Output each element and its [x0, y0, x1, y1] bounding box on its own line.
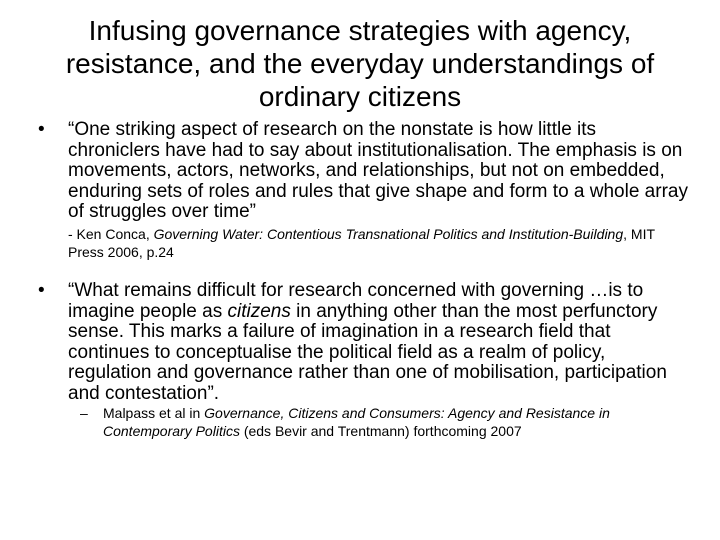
citation-suffix: , MIT Press 2006, p.24: [68, 226, 655, 260]
bullet-marker: •: [38, 119, 45, 140]
title-line-2: resistance, and the everyday understandings of: [65, 48, 655, 79]
quote-text: “One striking aspect of research on the nonstate is how little its chroniclers have had to say about institutionalisation. The emphasis is on movements, actors, networks, and relationships, but not on embedded, enduring sets of roles and rules that give shape and form to a whole array of struggles over time”: [68, 119, 688, 222]
title-line-3: ordinary citizens: [258, 81, 462, 112]
citation-conca: [68, 226, 688, 261]
title-line-1: Infusing governance strategies with agency,: [88, 15, 632, 46]
quote-text-part-2: in anything other than the most perfunctory sense. This marks a failure of imagination in a research field that continues to conceptualise the political field as a realm of policy, regulation and governance rather than one of mobilisation, participation and contestation”.: [68, 300, 667, 404]
citation-prefix: - Ken Conca,: [68, 226, 154, 242]
citation-work-title: Governing Water: Contentious Transnational Politics and Institution-Building: [153, 226, 624, 242]
slide-title: [40, 14, 680, 113]
citation-body: [103, 405, 680, 440]
bullet-conca-quote: [38, 120, 688, 223]
citation-work-title: Governance, Citizens and Consumers: Agency and Resistance in Contemporary Politics: [103, 405, 610, 439]
citation-malpass: [80, 405, 680, 440]
quote-text-part-1: “What remains difficult for research concerned with governing …is to imagine people as: [68, 280, 644, 322]
citation-dash: –: [80, 405, 88, 421]
citation-suffix: (eds Bevir and Trentmann) forthcoming 2007: [239, 422, 522, 439]
bullet-marker: •: [38, 280, 45, 301]
quote-text: [68, 281, 688, 404]
bullet-malpass-quote: [38, 281, 688, 404]
citation-prefix: Malpass et al in: [103, 405, 205, 421]
quote-emphasis: citizens: [227, 300, 291, 322]
